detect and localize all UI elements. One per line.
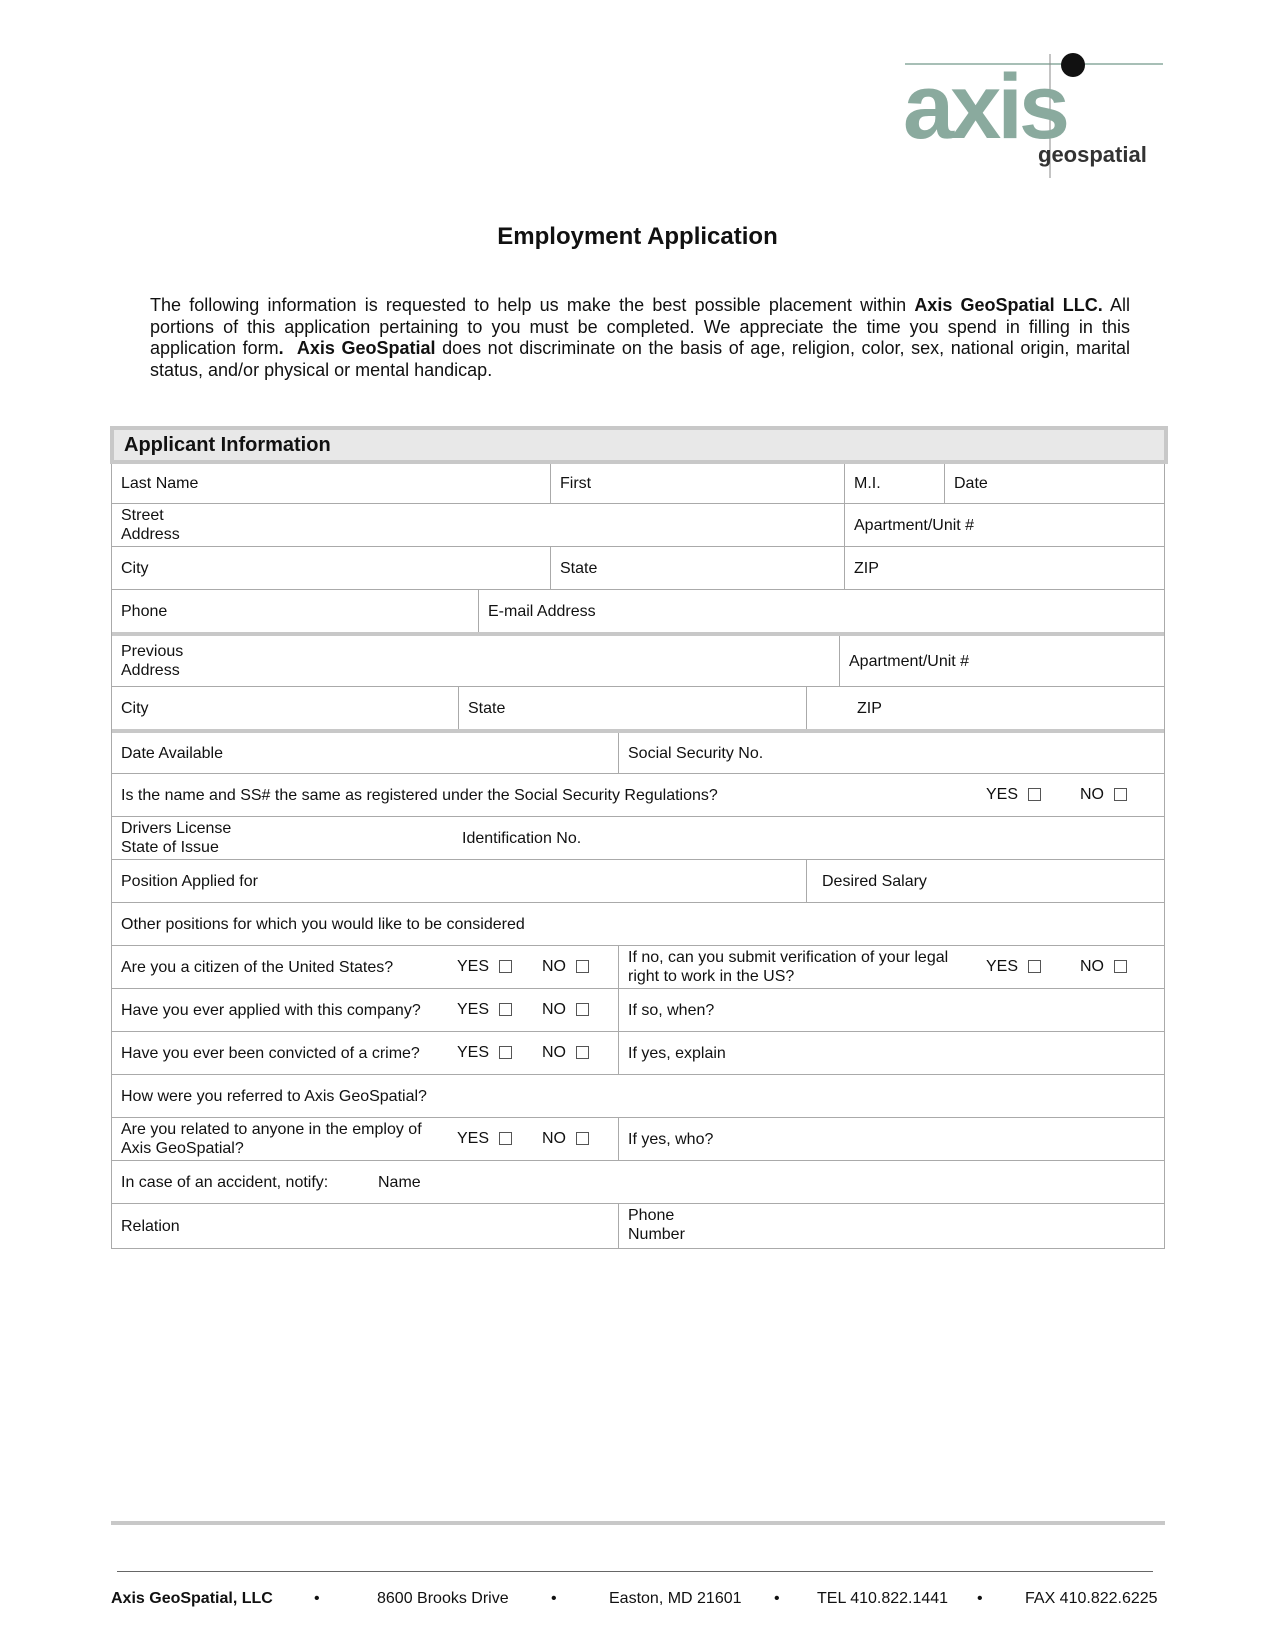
axis-geospatial-logo bbox=[905, 50, 1175, 180]
previous-city-row bbox=[112, 687, 1164, 733]
identification-field[interactable]: Identification No. bbox=[462, 829, 582, 847]
related-who-field[interactable]: If yes, who? bbox=[618, 1118, 1166, 1160]
svg-text:geospatial: geospatial bbox=[1038, 142, 1147, 167]
ss-yes-option[interactable]: YES bbox=[986, 774, 1041, 816]
footer-divider-thick bbox=[111, 1521, 1165, 1525]
applied-when-field[interactable]: If so, when? bbox=[618, 989, 1166, 1031]
ss-no-checkbox[interactable] bbox=[1114, 788, 1127, 801]
applied-no-option[interactable]: NO bbox=[542, 989, 589, 1031]
mi-field[interactable]: M.I. bbox=[844, 464, 944, 503]
street-row bbox=[112, 504, 1164, 547]
drivers-license-field[interactable]: Drivers License State of Issue bbox=[121, 820, 232, 856]
applicant-form bbox=[111, 426, 1165, 1249]
accident-label: In case of an accident, notify: bbox=[121, 1173, 329, 1191]
crime-yes-checkbox[interactable] bbox=[499, 1046, 512, 1059]
citizen-label: Are you a citizen of the United States? bbox=[121, 958, 394, 976]
applied-label: Have you ever applied with this company? bbox=[121, 1001, 421, 1019]
crime-label: Have you ever been convicted of a crime? bbox=[121, 1044, 420, 1062]
previous-address-field[interactable]: Previous Address bbox=[121, 643, 184, 679]
applied-yes-checkbox[interactable] bbox=[499, 1003, 512, 1016]
position-applied-field[interactable]: Position Applied for bbox=[121, 872, 258, 890]
phone-field[interactable]: Phone bbox=[121, 602, 168, 620]
footer-city: Easton, MD 21601 bbox=[609, 1590, 742, 1607]
referred-row bbox=[112, 1075, 1164, 1118]
applied-no-checkbox[interactable] bbox=[576, 1003, 589, 1016]
verify-yes-option[interactable]: YES bbox=[986, 946, 1041, 988]
crime-row bbox=[112, 1032, 1164, 1075]
last-name-field[interactable]: Last Name bbox=[121, 475, 199, 492]
relation-field[interactable]: Relation bbox=[121, 1217, 180, 1235]
email-field[interactable]: E-mail Address bbox=[478, 590, 1166, 632]
desired-salary-field[interactable]: Desired Salary bbox=[806, 860, 1166, 902]
other-positions-row bbox=[112, 903, 1164, 946]
related-label: Are you related to anyone in the employ of Axis GeoSpatial? bbox=[121, 1121, 422, 1157]
city-field[interactable]: City bbox=[121, 559, 149, 577]
ss-yes-checkbox[interactable] bbox=[1028, 788, 1041, 801]
footer-bullet: • bbox=[551, 1590, 557, 1607]
previous-state-field[interactable]: State bbox=[458, 687, 806, 729]
citizen-yes-checkbox[interactable] bbox=[499, 960, 512, 973]
emergency-name-field[interactable]: Name bbox=[378, 1173, 421, 1191]
page-title: Employment Application bbox=[497, 223, 778, 250]
section-title: Applicant Information bbox=[110, 426, 1168, 464]
ssn-field[interactable]: Social Security No. bbox=[618, 733, 1166, 773]
footer bbox=[111, 1590, 1165, 1612]
footer-fax: FAX 410.822.6225 bbox=[1025, 1590, 1158, 1607]
apartment-field[interactable]: Apartment/Unit # bbox=[844, 504, 1166, 546]
footer-bullet: • bbox=[774, 1590, 780, 1607]
citizen-no-checkbox[interactable] bbox=[576, 960, 589, 973]
citizen-yes-option[interactable]: YES bbox=[457, 946, 512, 988]
verify-no-checkbox[interactable] bbox=[1114, 960, 1127, 973]
footer-divider-thin bbox=[117, 1571, 1153, 1572]
crime-explain-field[interactable]: If yes, explain bbox=[618, 1032, 1166, 1074]
ss-question-row bbox=[112, 774, 1164, 817]
related-yes-checkbox[interactable] bbox=[499, 1132, 512, 1145]
referred-field[interactable]: How were you referred to Axis GeoSpatial? bbox=[121, 1087, 427, 1105]
verify-no-option[interactable]: NO bbox=[1080, 946, 1127, 988]
relation-row bbox=[112, 1204, 1164, 1248]
crime-no-checkbox[interactable] bbox=[576, 1046, 589, 1059]
citizen-row bbox=[112, 946, 1164, 989]
previous-apartment-field[interactable]: Apartment/Unit # bbox=[839, 636, 1166, 686]
svg-text:axis: axis bbox=[905, 56, 1067, 158]
verification-label: If no, can you submit verification of your legal right to work in the US? bbox=[618, 946, 966, 988]
previous-address-row bbox=[112, 636, 1164, 687]
other-positions-field[interactable]: Other positions for which you would like to be considered bbox=[121, 915, 525, 933]
logo-graphic bbox=[905, 50, 1175, 180]
footer-tel: TEL 410.822.1441 bbox=[817, 1590, 949, 1607]
citizen-no-option[interactable]: NO bbox=[542, 946, 589, 988]
related-no-option[interactable]: NO bbox=[542, 1118, 589, 1160]
ss-no-option[interactable]: NO bbox=[1080, 774, 1127, 816]
footer-bullet: • bbox=[314, 1590, 320, 1607]
footer-address: 8600 Brooks Drive bbox=[377, 1590, 509, 1607]
state-field[interactable]: State bbox=[550, 547, 844, 589]
date-field[interactable]: Date bbox=[944, 464, 1166, 503]
footer-company: Axis GeoSpatial, LLC bbox=[111, 1590, 273, 1607]
previous-city-field[interactable]: City bbox=[121, 699, 149, 717]
crime-yes-option[interactable]: YES bbox=[457, 1032, 512, 1074]
related-yes-option[interactable]: YES bbox=[457, 1118, 512, 1160]
verify-yes-checkbox[interactable] bbox=[1028, 960, 1041, 973]
ss-question-label: Is the name and SS# the same as registered under the Social Security Regulations? bbox=[121, 786, 718, 804]
related-row bbox=[112, 1118, 1164, 1161]
applied-row bbox=[112, 989, 1164, 1032]
city-row bbox=[112, 547, 1164, 590]
emergency-phone-field[interactable]: Phone Number bbox=[618, 1204, 1166, 1248]
position-row bbox=[112, 860, 1164, 903]
intro-paragraph: The following information is requested to help us make the best possible placement within Axis GeoSpatial LLC. All portions of this application pertaining to you must be completed. We appreciate the time you spend in filling in this application form. Axis GeoSpatial does not discriminate on the basis of age, religion, color, sex, national origin, marital status, and/or physical or mental handicap. bbox=[150, 295, 1131, 380]
date-available-field[interactable]: Date Available bbox=[121, 744, 223, 762]
accident-row bbox=[112, 1161, 1164, 1204]
license-row bbox=[112, 817, 1164, 860]
name-row bbox=[112, 464, 1164, 504]
previous-zip-field[interactable]: ZIP bbox=[806, 687, 1166, 729]
phone-row bbox=[112, 590, 1164, 636]
zip-field[interactable]: ZIP bbox=[844, 547, 1166, 589]
related-no-checkbox[interactable] bbox=[576, 1132, 589, 1145]
crime-no-option[interactable]: NO bbox=[542, 1032, 589, 1074]
first-name-field[interactable]: First bbox=[550, 464, 844, 503]
footer-bullet: • bbox=[977, 1590, 983, 1607]
street-address-field[interactable]: Street Address bbox=[121, 507, 180, 543]
availability-row bbox=[112, 733, 1164, 774]
applied-yes-option[interactable]: YES bbox=[457, 989, 512, 1031]
